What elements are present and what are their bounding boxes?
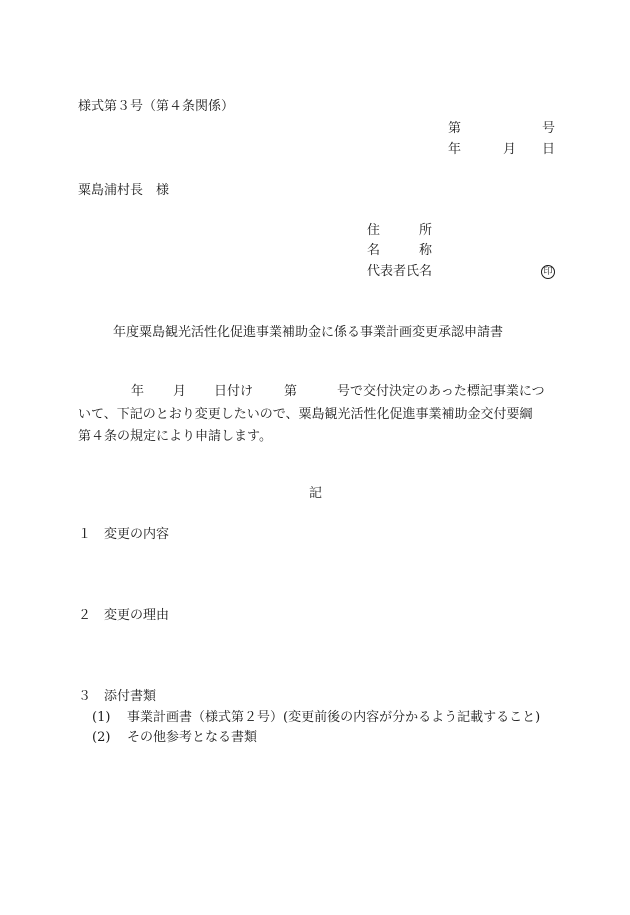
item-change-content: １ 変更の内容 xyxy=(78,527,170,542)
addressee: 粟島浦村長 様 xyxy=(78,183,170,198)
body-line1-rest: 号で交付決定のあった標記事業につ xyxy=(337,384,545,399)
attachment-num-1: (1) xyxy=(92,710,111,725)
ki-heading: 記 xyxy=(309,486,323,501)
body-line3: 第４条の規定により申請します。 xyxy=(78,429,272,444)
body-line2: いて、下記のとおり変更したいので、粟島観光活性化促進事業補助金交付要綱 xyxy=(78,407,533,422)
representative-label: 代表者氏名 xyxy=(367,264,433,279)
attachment-text-1: 事業計画書（様式第２号）(変更前後の内容が分かるよう記載すること) xyxy=(127,710,541,725)
item-attachments: ３ 添付書類 xyxy=(78,689,157,704)
document-title: 年度粟島観光活性化促進事業補助金に係る事業計画変更承認申請書 xyxy=(113,325,504,340)
seal-mark xyxy=(541,264,555,279)
attachment-num-2: (2) xyxy=(92,730,111,745)
address-label: 住 所 xyxy=(367,223,433,238)
doc-number-suffix: 号 xyxy=(542,121,556,136)
body-no-prefix: 第 xyxy=(284,384,298,399)
doc-number-prefix: 第 xyxy=(448,121,462,136)
date-day: 日 xyxy=(542,142,556,157)
form-number: 様式第３号（第４条関係） xyxy=(78,99,235,114)
body-year: 年 xyxy=(131,384,145,399)
body-month: 月 xyxy=(173,384,187,399)
attachment-text-2: その他参考となる書類 xyxy=(127,730,258,745)
seal-icon: 印 xyxy=(541,265,555,279)
body-day: 日付け xyxy=(214,384,254,399)
name-label: 名 称 xyxy=(367,243,433,258)
item-change-reason: ２ 変更の理由 xyxy=(78,608,170,623)
date-month: 月 xyxy=(503,142,517,157)
date-year: 年 xyxy=(448,142,462,157)
